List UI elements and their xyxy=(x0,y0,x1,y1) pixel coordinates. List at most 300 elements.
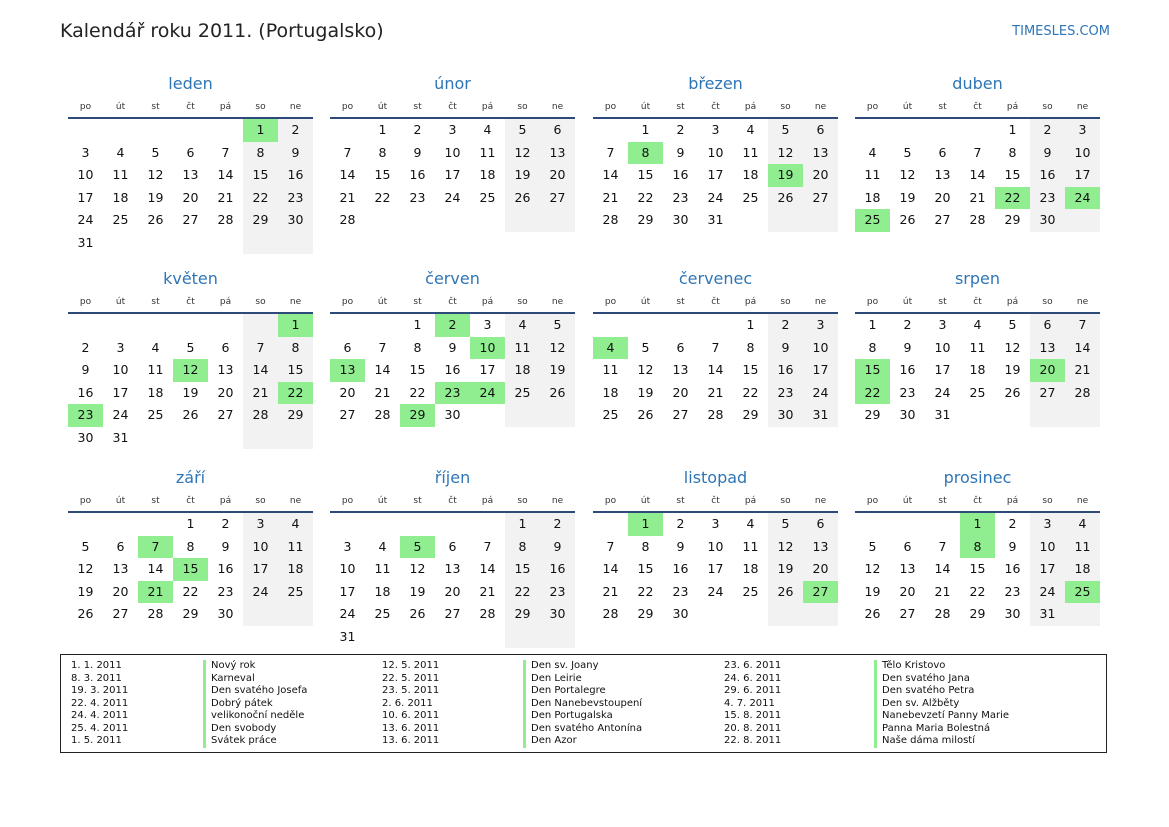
day-cell[interactable]: 12 xyxy=(147,167,164,182)
day-cell[interactable]: 11 xyxy=(479,144,496,160)
day-cell[interactable]: 14 xyxy=(147,561,164,576)
day-cell[interactable]: 10 xyxy=(1030,536,1065,559)
day-cell[interactable]: 1 xyxy=(641,122,650,137)
day-cell[interactable]: 1 xyxy=(960,513,995,536)
day-cell[interactable]: 17 xyxy=(1065,164,1100,187)
day-cell[interactable]: 13 xyxy=(1030,337,1065,360)
day-cell[interactable]: 5 xyxy=(1008,317,1017,332)
day-cell[interactable]: 27 xyxy=(182,212,199,227)
day-cell[interactable]: 23 xyxy=(409,189,426,205)
day-cell[interactable]: 19 xyxy=(899,189,916,205)
day-cell[interactable]: 5 xyxy=(186,339,195,355)
day-cell[interactable]: 23 xyxy=(672,189,689,205)
day-cell[interactable]: 25 xyxy=(112,212,129,227)
day-cell[interactable]: 12 xyxy=(1004,339,1021,355)
day-cell[interactable]: 17 xyxy=(803,359,838,382)
day-cell[interactable]: 17 xyxy=(77,189,94,205)
day-cell[interactable]: 28 xyxy=(147,606,164,621)
day-cell[interactable]: 29 xyxy=(742,407,759,422)
day-cell[interactable]: 1 xyxy=(868,317,877,332)
day-cell[interactable]: 18 xyxy=(479,167,496,182)
day-cell[interactable]: 11 xyxy=(742,144,759,160)
day-cell[interactable]: 27 xyxy=(1030,382,1065,405)
day-cell[interactable]: 27 xyxy=(803,187,838,210)
day-cell[interactable]: 22 xyxy=(969,583,986,599)
day-cell[interactable]: 13 xyxy=(112,561,129,576)
day-cell[interactable]: 12 xyxy=(540,337,575,360)
day-cell[interactable]: 3 xyxy=(803,314,838,337)
day-cell[interactable]: 7 xyxy=(606,538,615,554)
day-cell[interactable]: 21 xyxy=(602,583,619,599)
day-cell[interactable]: 18 xyxy=(969,362,986,377)
day-cell[interactable]: 22 xyxy=(182,583,199,599)
day-cell[interactable]: 27 xyxy=(803,581,838,604)
day-cell[interactable]: 12 xyxy=(768,142,803,165)
day-cell[interactable]: 9 xyxy=(448,339,457,355)
day-cell[interactable]: 22 xyxy=(855,382,890,405)
day-cell[interactable]: 30 xyxy=(540,603,575,626)
day-cell[interactable]: 8 xyxy=(243,142,278,165)
day-cell[interactable]: 7 xyxy=(606,144,615,160)
day-cell[interactable]: 12 xyxy=(173,359,208,382)
day-cell[interactable]: 10 xyxy=(339,561,356,576)
day-cell[interactable]: 8 xyxy=(278,337,313,360)
day-cell[interactable]: 4 xyxy=(1065,513,1100,536)
day-cell[interactable]: 12 xyxy=(409,561,426,576)
day-cell[interactable]: 27 xyxy=(444,606,461,621)
day-cell[interactable]: 5 xyxy=(151,144,160,160)
day-cell[interactable]: 26 xyxy=(899,212,916,227)
day-cell[interactable]: 22 xyxy=(505,581,540,604)
day-cell[interactable]: 6 xyxy=(803,513,838,536)
day-cell[interactable]: 1 xyxy=(746,317,755,332)
day-cell[interactable]: 28 xyxy=(1065,382,1100,405)
day-cell[interactable]: 30 xyxy=(1030,209,1065,232)
day-cell[interactable]: 28 xyxy=(374,407,391,422)
day-cell[interactable]: 3 xyxy=(81,144,90,160)
day-cell[interactable]: 2 xyxy=(278,119,313,142)
day-cell[interactable]: 29 xyxy=(864,407,881,422)
day-cell[interactable]: 29 xyxy=(182,606,199,621)
day-cell[interactable]: 21 xyxy=(934,583,951,599)
day-cell[interactable]: 5 xyxy=(540,314,575,337)
day-cell[interactable]: 2 xyxy=(768,314,803,337)
day-cell[interactable]: 29 xyxy=(505,603,540,626)
day-cell[interactable]: 4 xyxy=(973,317,982,332)
day-cell[interactable]: 15 xyxy=(1004,167,1021,182)
day-cell[interactable]: 5 xyxy=(768,513,803,536)
day-cell[interactable]: 7 xyxy=(483,538,492,554)
day-cell[interactable]: 21 xyxy=(707,384,724,400)
day-cell[interactable]: 6 xyxy=(938,144,947,160)
day-cell[interactable]: 25 xyxy=(602,407,619,422)
day-cell[interactable]: 26 xyxy=(409,606,426,621)
day-cell[interactable]: 6 xyxy=(803,119,838,142)
day-cell[interactable]: 15 xyxy=(243,164,278,187)
day-cell[interactable]: 19 xyxy=(147,189,164,205)
day-cell[interactable]: 28 xyxy=(217,212,234,227)
day-cell[interactable]: 15 xyxy=(637,167,654,182)
day-cell[interactable]: 25 xyxy=(742,583,759,599)
day-cell[interactable]: 5 xyxy=(768,119,803,142)
day-cell[interactable]: 10 xyxy=(934,339,951,355)
day-cell[interactable]: 3 xyxy=(243,513,278,536)
day-cell[interactable]: 30 xyxy=(1004,606,1021,621)
day-cell[interactable]: 18 xyxy=(1065,558,1100,581)
day-cell[interactable]: 24 xyxy=(803,382,838,405)
day-cell[interactable]: 28 xyxy=(934,606,951,621)
day-cell[interactable]: 9 xyxy=(1030,142,1065,165)
day-cell[interactable]: 10 xyxy=(707,144,724,160)
day-cell[interactable]: 24 xyxy=(77,212,94,227)
day-cell[interactable]: 16 xyxy=(768,359,803,382)
day-cell[interactable]: 18 xyxy=(742,561,759,576)
day-cell[interactable]: 11 xyxy=(602,362,619,377)
day-cell[interactable]: 8 xyxy=(186,538,195,554)
day-cell[interactable]: 2 xyxy=(1030,119,1065,142)
day-cell[interactable]: 18 xyxy=(278,558,313,581)
day-cell[interactable]: 7 xyxy=(243,337,278,360)
day-cell[interactable]: 26 xyxy=(505,187,540,210)
day-cell[interactable]: 20 xyxy=(444,583,461,599)
day-cell[interactable]: 16 xyxy=(540,558,575,581)
day-cell[interactable]: 8 xyxy=(378,144,387,160)
day-cell[interactable]: 19 xyxy=(505,164,540,187)
day-cell[interactable]: 13 xyxy=(672,362,689,377)
day-cell[interactable]: 11 xyxy=(505,337,540,360)
day-cell[interactable]: 8 xyxy=(746,339,755,355)
day-cell[interactable]: 16 xyxy=(278,164,313,187)
day-cell[interactable]: 29 xyxy=(243,209,278,232)
day-cell[interactable]: 28 xyxy=(969,212,986,227)
day-cell[interactable]: 29 xyxy=(1004,212,1021,227)
day-cell[interactable]: 9 xyxy=(278,142,313,165)
day-cell[interactable]: 31 xyxy=(934,407,951,422)
day-cell[interactable]: 14 xyxy=(243,359,278,382)
day-cell[interactable]: 13 xyxy=(330,359,365,382)
day-cell[interactable]: 16 xyxy=(1030,164,1065,187)
day-cell[interactable]: 5 xyxy=(400,536,435,559)
day-cell[interactable]: 9 xyxy=(768,337,803,360)
day-cell[interactable]: 9 xyxy=(221,538,230,554)
day-cell[interactable]: 4 xyxy=(746,122,755,137)
day-cell[interactable]: 9 xyxy=(81,362,90,377)
day-cell[interactable]: 18 xyxy=(602,384,619,400)
day-cell[interactable]: 29 xyxy=(278,404,313,427)
day-cell[interactable]: 26 xyxy=(768,581,803,604)
day-cell[interactable]: 11 xyxy=(742,538,759,554)
day-cell[interactable]: 24 xyxy=(1065,187,1100,210)
day-cell[interactable]: 2 xyxy=(676,516,685,531)
day-cell[interactable]: 13 xyxy=(803,536,838,559)
day-cell[interactable]: 5 xyxy=(868,538,877,554)
day-cell[interactable]: 7 xyxy=(378,339,387,355)
day-cell[interactable]: 23 xyxy=(68,404,103,427)
day-cell[interactable]: 6 xyxy=(448,538,457,554)
day-cell[interactable]: 8 xyxy=(868,339,877,355)
day-cell[interactable]: 17 xyxy=(479,362,496,377)
day-cell[interactable]: 5 xyxy=(641,339,650,355)
day-cell[interactable]: 19 xyxy=(540,359,575,382)
day-cell[interactable]: 18 xyxy=(742,167,759,182)
day-cell[interactable]: 14 xyxy=(602,167,619,182)
day-cell[interactable]: 16 xyxy=(217,561,234,576)
day-cell[interactable]: 19 xyxy=(768,164,803,187)
site-link[interactable]: TIMESLES.COM xyxy=(1012,24,1110,39)
day-cell[interactable]: 19 xyxy=(637,384,654,400)
day-cell[interactable]: 12 xyxy=(505,142,540,165)
day-cell[interactable]: 19 xyxy=(182,384,199,400)
day-cell[interactable]: 3 xyxy=(1030,513,1065,536)
day-cell[interactable]: 20 xyxy=(672,384,689,400)
day-cell[interactable]: 16 xyxy=(672,167,689,182)
day-cell[interactable]: 13 xyxy=(217,362,234,377)
day-cell[interactable]: 16 xyxy=(899,362,916,377)
day-cell[interactable]: 11 xyxy=(147,362,164,377)
day-cell[interactable]: 19 xyxy=(864,583,881,599)
day-cell[interactable]: 6 xyxy=(540,119,575,142)
day-cell[interactable]: 4 xyxy=(151,339,160,355)
day-cell[interactable]: 6 xyxy=(221,339,230,355)
day-cell[interactable]: 12 xyxy=(637,362,654,377)
day-cell[interactable]: 9 xyxy=(676,538,685,554)
day-cell[interactable]: 4 xyxy=(746,516,755,531)
day-cell[interactable]: 9 xyxy=(1008,538,1017,554)
day-cell[interactable]: 15 xyxy=(637,561,654,576)
day-cell[interactable]: 1 xyxy=(186,516,195,531)
day-cell[interactable]: 4 xyxy=(483,122,492,137)
day-cell[interactable]: 2 xyxy=(221,516,230,531)
day-cell[interactable]: 14 xyxy=(1065,337,1100,360)
day-cell[interactable]: 29 xyxy=(969,606,986,621)
day-cell[interactable]: 21 xyxy=(479,583,496,599)
day-cell[interactable]: 24 xyxy=(339,606,356,621)
day-cell[interactable]: 18 xyxy=(864,189,881,205)
day-cell[interactable]: 8 xyxy=(505,536,540,559)
day-cell[interactable]: 14 xyxy=(934,561,951,576)
day-cell[interactable]: 22 xyxy=(742,384,759,400)
day-cell[interactable]: 10 xyxy=(112,362,129,377)
day-cell[interactable]: 20 xyxy=(540,164,575,187)
day-cell[interactable]: 15 xyxy=(505,558,540,581)
day-cell[interactable]: 3 xyxy=(116,339,125,355)
day-cell[interactable]: 2 xyxy=(540,513,575,536)
day-cell[interactable]: 15 xyxy=(742,362,759,377)
day-cell[interactable]: 23 xyxy=(278,187,313,210)
day-cell[interactable]: 16 xyxy=(77,384,94,400)
day-cell[interactable]: 6 xyxy=(343,339,352,355)
day-cell[interactable]: 30 xyxy=(217,606,234,621)
day-cell[interactable]: 19 xyxy=(1004,362,1021,377)
day-cell[interactable]: 6 xyxy=(903,538,912,554)
day-cell[interactable]: 2 xyxy=(435,314,470,337)
day-cell[interactable]: 26 xyxy=(540,382,575,405)
day-cell[interactable]: 2 xyxy=(1008,516,1017,531)
day-cell[interactable]: 8 xyxy=(628,142,663,165)
day-cell[interactable]: 27 xyxy=(112,606,129,621)
day-cell[interactable]: 25 xyxy=(505,382,540,405)
day-cell[interactable]: 17 xyxy=(707,561,724,576)
day-cell[interactable]: 19 xyxy=(768,558,803,581)
day-cell[interactable]: 13 xyxy=(540,142,575,165)
day-cell[interactable]: 26 xyxy=(182,407,199,422)
day-cell[interactable]: 25 xyxy=(278,581,313,604)
day-cell[interactable]: 20 xyxy=(899,583,916,599)
day-cell[interactable]: 4 xyxy=(593,337,628,360)
day-cell[interactable]: 17 xyxy=(112,384,129,400)
day-cell[interactable]: 4 xyxy=(378,538,387,554)
day-cell[interactable]: 23 xyxy=(672,583,689,599)
day-cell[interactable]: 28 xyxy=(707,407,724,422)
day-cell[interactable]: 17 xyxy=(707,167,724,182)
day-cell[interactable]: 23 xyxy=(435,382,470,405)
day-cell[interactable]: 11 xyxy=(969,339,986,355)
day-cell[interactable]: 23 xyxy=(899,384,916,400)
day-cell[interactable]: 1 xyxy=(278,314,313,337)
day-cell[interactable]: 16 xyxy=(1004,561,1021,576)
day-cell[interactable]: 1 xyxy=(413,317,422,332)
day-cell[interactable]: 3 xyxy=(711,122,720,137)
day-cell[interactable]: 20 xyxy=(217,384,234,400)
day-cell[interactable]: 3 xyxy=(711,516,720,531)
day-cell[interactable]: 1 xyxy=(1008,122,1017,137)
day-cell[interactable]: 7 xyxy=(221,144,230,160)
day-cell[interactable]: 20 xyxy=(803,558,838,581)
day-cell[interactable]: 13 xyxy=(803,142,838,165)
day-cell[interactable]: 18 xyxy=(505,359,540,382)
day-cell[interactable]: 31 xyxy=(77,234,94,250)
day-cell[interactable]: 18 xyxy=(112,189,129,205)
day-cell[interactable]: 25 xyxy=(742,189,759,205)
day-cell[interactable]: 9 xyxy=(413,144,422,160)
day-cell[interactable]: 14 xyxy=(479,561,496,576)
day-cell[interactable]: 16 xyxy=(409,167,426,182)
day-cell[interactable]: 31 xyxy=(803,404,838,427)
day-cell[interactable]: 30 xyxy=(672,212,689,227)
day-cell[interactable]: 6 xyxy=(186,144,195,160)
day-cell[interactable]: 12 xyxy=(768,536,803,559)
day-cell[interactable]: 7 xyxy=(973,144,982,160)
day-cell[interactable]: 2 xyxy=(81,339,90,355)
day-cell[interactable]: 17 xyxy=(243,558,278,581)
day-cell[interactable]: 9 xyxy=(676,144,685,160)
day-cell[interactable]: 4 xyxy=(116,144,125,160)
day-cell[interactable]: 27 xyxy=(339,407,356,422)
day-cell[interactable]: 17 xyxy=(444,167,461,182)
day-cell[interactable]: 31 xyxy=(339,628,356,644)
day-cell[interactable]: 24 xyxy=(243,581,278,604)
day-cell[interactable]: 11 xyxy=(864,167,881,182)
day-cell[interactable]: 13 xyxy=(899,561,916,576)
day-cell[interactable]: 17 xyxy=(1030,558,1065,581)
day-cell[interactable]: 10 xyxy=(1065,142,1100,165)
day-cell[interactable]: 15 xyxy=(278,359,313,382)
day-cell[interactable]: 19 xyxy=(77,583,94,599)
day-cell[interactable]: 27 xyxy=(217,407,234,422)
day-cell[interactable]: 31 xyxy=(112,429,129,445)
day-cell[interactable]: 22 xyxy=(637,583,654,599)
day-cell[interactable]: 10 xyxy=(77,167,94,182)
day-cell[interactable]: 21 xyxy=(374,384,391,400)
day-cell[interactable]: 12 xyxy=(864,561,881,576)
day-cell[interactable]: 31 xyxy=(707,212,724,227)
day-cell[interactable]: 3 xyxy=(1065,119,1100,142)
day-cell[interactable]: 20 xyxy=(112,583,129,599)
day-cell[interactable]: 4 xyxy=(868,144,877,160)
day-cell[interactable]: 24 xyxy=(707,583,724,599)
day-cell[interactable]: 4 xyxy=(278,513,313,536)
day-cell[interactable]: 3 xyxy=(483,317,492,332)
day-cell[interactable]: 21 xyxy=(969,189,986,205)
day-cell[interactable]: 27 xyxy=(934,212,951,227)
day-cell[interactable]: 21 xyxy=(1065,359,1100,382)
day-cell[interactable]: 24 xyxy=(112,407,129,422)
day-cell[interactable]: 28 xyxy=(243,404,278,427)
day-cell[interactable]: 6 xyxy=(116,538,125,554)
day-cell[interactable]: 7 xyxy=(711,339,720,355)
day-cell[interactable]: 23 xyxy=(1004,583,1021,599)
day-cell[interactable]: 26 xyxy=(864,606,881,621)
day-cell[interactable]: 7 xyxy=(1065,314,1100,337)
day-cell[interactable]: 27 xyxy=(672,407,689,422)
day-cell[interactable]: 1 xyxy=(628,513,663,536)
day-cell[interactable]: 2 xyxy=(676,122,685,137)
day-cell[interactable]: 20 xyxy=(803,164,838,187)
day-cell[interactable]: 22 xyxy=(374,189,391,205)
day-cell[interactable]: 28 xyxy=(339,212,356,227)
day-cell[interactable]: 8 xyxy=(641,538,650,554)
day-cell[interactable]: 25 xyxy=(855,209,890,232)
day-cell[interactable]: 3 xyxy=(448,122,457,137)
day-cell[interactable]: 29 xyxy=(637,606,654,621)
day-cell[interactable]: 20 xyxy=(1030,359,1065,382)
day-cell[interactable]: 14 xyxy=(339,167,356,182)
day-cell[interactable]: 24 xyxy=(470,382,505,405)
day-cell[interactable]: 25 xyxy=(479,189,496,205)
day-cell[interactable]: 26 xyxy=(637,407,654,422)
day-cell[interactable]: 21 xyxy=(138,581,173,604)
day-cell[interactable]: 14 xyxy=(707,362,724,377)
day-cell[interactable]: 19 xyxy=(409,583,426,599)
day-cell[interactable]: 15 xyxy=(173,558,208,581)
day-cell[interactable]: 21 xyxy=(602,189,619,205)
day-cell[interactable]: 13 xyxy=(934,167,951,182)
day-cell[interactable]: 24 xyxy=(1030,581,1065,604)
day-cell[interactable]: 30 xyxy=(444,407,461,422)
day-cell[interactable]: 30 xyxy=(672,606,689,621)
day-cell[interactable]: 8 xyxy=(1008,144,1017,160)
day-cell[interactable]: 11 xyxy=(1065,536,1100,559)
day-cell[interactable]: 7 xyxy=(938,538,947,554)
day-cell[interactable]: 26 xyxy=(147,212,164,227)
day-cell[interactable]: 25 xyxy=(374,606,391,621)
day-cell[interactable]: 2 xyxy=(413,122,422,137)
day-cell[interactable]: 23 xyxy=(217,583,234,599)
day-cell[interactable]: 5 xyxy=(903,144,912,160)
day-cell[interactable]: 10 xyxy=(444,144,461,160)
day-cell[interactable]: 13 xyxy=(444,561,461,576)
day-cell[interactable]: 8 xyxy=(413,339,422,355)
day-cell[interactable]: 20 xyxy=(182,189,199,205)
day-cell[interactable]: 26 xyxy=(77,606,94,621)
day-cell[interactable]: 26 xyxy=(768,187,803,210)
day-cell[interactable]: 11 xyxy=(374,561,391,576)
day-cell[interactable]: 10 xyxy=(470,337,505,360)
day-cell[interactable]: 5 xyxy=(81,538,90,554)
day-cell[interactable]: 22 xyxy=(637,189,654,205)
day-cell[interactable]: 9 xyxy=(540,536,575,559)
day-cell[interactable]: 4 xyxy=(505,314,540,337)
